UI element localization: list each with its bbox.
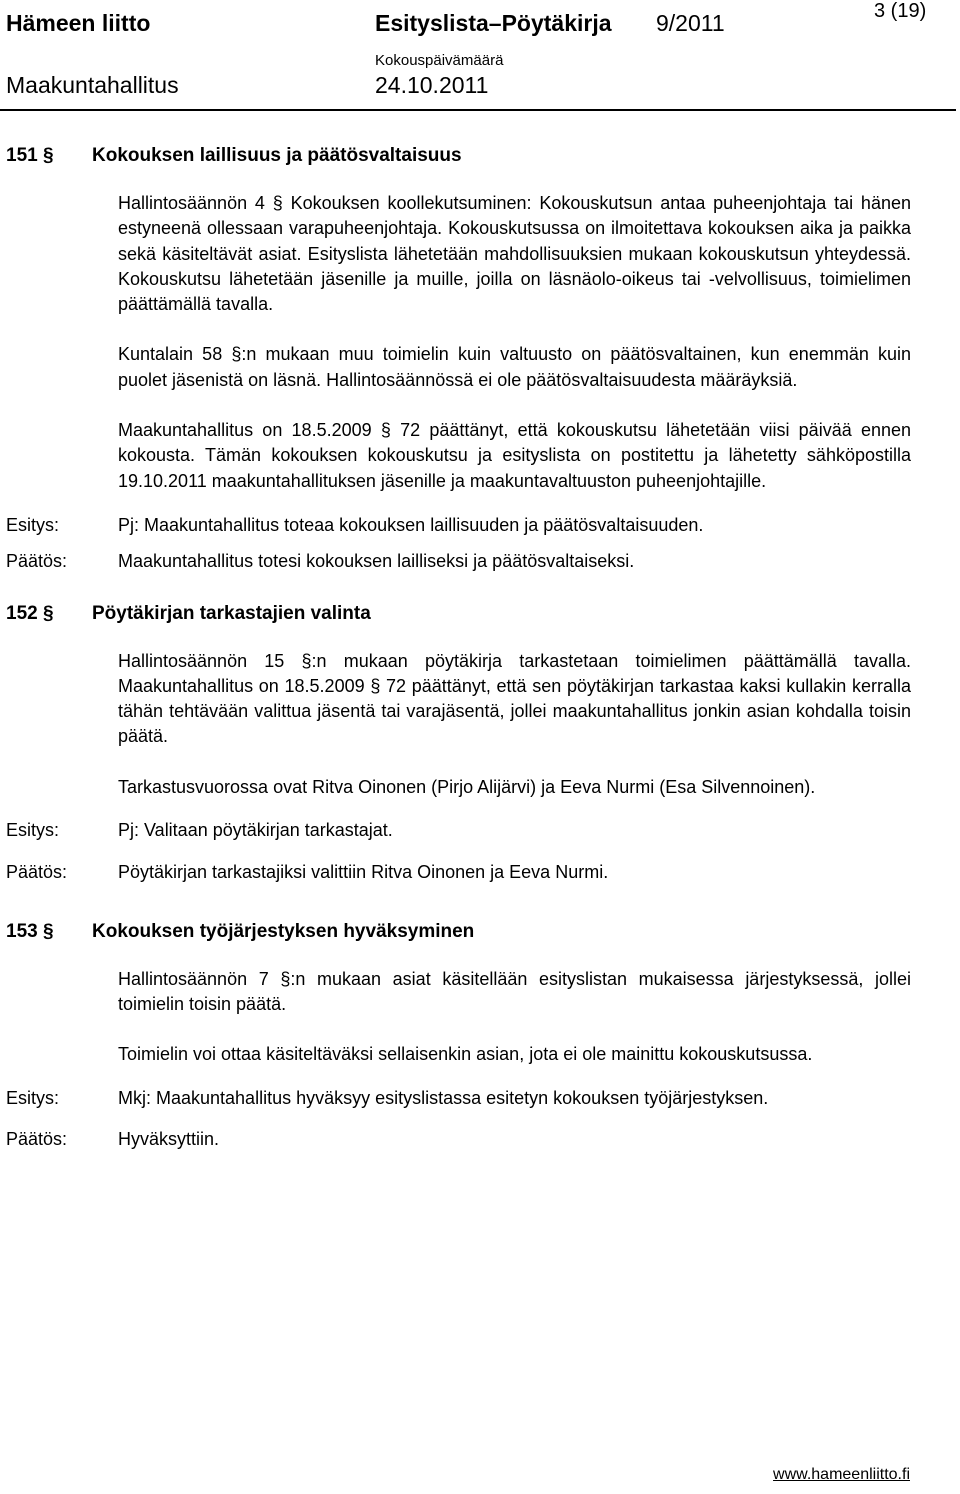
paragraph: Hallintosäännön 4 § Kokouksen koollekutsuminen: Kokouskutsun antaa puheenjohtaja tai hänen estyneenä ollessaan varapuheenjohtaja. Kokouskutsussa on ilmoitettava kokouksen aika ja paikka sekä käsiteltävät asiat. Esityslista lähetetään mahdollisuuksien mukaan kokouskutsun yhteydessä. Kokouskutsu lähetetään jäsenille ja muille, joilla on läsnäolo-oikeus tai -velvollisuus, toimielimen päättämällä tavalla. bbox=[118, 193, 911, 315]
decision-row bbox=[0, 1127, 960, 1152]
date-label: Kokouspäivämäärä bbox=[375, 52, 504, 69]
document-number: 9/2011 bbox=[656, 10, 725, 36]
section-151 bbox=[0, 139, 960, 575]
proposal-row bbox=[0, 1086, 960, 1111]
decision-row bbox=[0, 549, 960, 574]
section-153 bbox=[0, 915, 960, 1152]
decision-text: Hyväksyttiin. bbox=[118, 1128, 220, 1149]
section-number: 152 § bbox=[6, 602, 54, 624]
proposal-label: Esitys: bbox=[6, 514, 60, 535]
document-type: Esityslista–Pöytäkirja bbox=[375, 10, 612, 36]
meeting-date: 24.10.2011 bbox=[375, 72, 489, 98]
decision-label: Päätös: bbox=[6, 551, 68, 572]
page-number: 3 (19) bbox=[874, 0, 927, 22]
proposal-text: Pj: Maakuntahallitus toteaa kokouksen laillisuuden ja päätösvaltaisuuden. bbox=[118, 514, 704, 535]
section-title: Kokouksen työjärjestyksen hyväksyminen bbox=[92, 920, 475, 942]
governing-body: Maakuntahallitus bbox=[6, 72, 179, 98]
proposal-text: Mkj: Maakuntahallitus hyväksyy esityslistassa esitetyn kokouksen työjärjestyksen. bbox=[118, 1087, 769, 1108]
section-title: Kokouksen laillisuus ja päätösvaltaisuus bbox=[92, 145, 462, 166]
section-heading bbox=[0, 597, 960, 631]
proposal-label: Esitys: bbox=[6, 1087, 60, 1108]
header-divider bbox=[0, 109, 956, 111]
website-link[interactable]: www.hameenliitto.fi bbox=[773, 1466, 910, 1483]
paragraph: Toimielin voi ottaa käsiteltäväksi sellaisenkin asian, jota ei ole mainittu kokouskutsussa. bbox=[118, 1044, 813, 1065]
section-title: Pöytäkirjan tarkastajien valinta bbox=[92, 602, 371, 624]
proposal-label: Esitys: bbox=[6, 820, 60, 841]
section-number: 151 § bbox=[6, 145, 54, 166]
decision-label: Päätös: bbox=[6, 862, 68, 883]
paragraph: Maakuntahallitus on 18.5.2009 § 72 päättänyt, että kokouskutsu lähetetään viisi päivää ennen kokousta. Tämän kokouksen kokouskutsu ja esityslista on postitettu ja lähetetty sähköpostilla 19.10.2011 maakuntahallituksen jäsenille ja maakuntavaltuuston puheenjohtajille. bbox=[118, 420, 911, 491]
section-152 bbox=[0, 597, 960, 886]
proposal-row bbox=[0, 513, 960, 538]
paragraph: Hallintosäännön 15 §:n mukaan pöytäkirja tarkastetaan toimielimen päättämällä tavalla. Maakuntahallitus on 18.5.2009 § 72 päättänyt, että sen pöytäkirjan tarkastaa kaksi kullakin kerralla tähän tehtävään valittua jäsentä tai varajäsentä, jollei maakuntahallitus jonkin asian kohdalla toisin päätä. bbox=[118, 650, 911, 747]
proposal-text: Pj: Valitaan pöytäkirjan tarkastajat. bbox=[118, 820, 393, 841]
section-number: 153 § bbox=[6, 920, 54, 942]
section-heading bbox=[0, 139, 960, 173]
decision-text: Maakuntahallitus totesi kokouksen lailliseksi ja päätösvaltaiseksi. bbox=[118, 551, 635, 572]
paragraph: Kuntalain 58 §:n mukaan muu toimielin kuin valtuusto on päätösvaltainen, kun enemmän kuin puolet jäsenistä on läsnä. Hallintosäännössä ei ole päätösvaltaisuudesta määräyksiä. bbox=[118, 344, 911, 390]
section-heading bbox=[0, 915, 960, 949]
decision-text: Pöytäkirjan tarkastajiksi valittiin Ritva Oinonen ja Eeva Nurmi. bbox=[118, 862, 609, 883]
decision-label: Päätös: bbox=[6, 1128, 68, 1149]
document-body bbox=[0, 139, 960, 1152]
paragraph: Hallintosäännön 7 §:n mukaan asiat käsitellään esityslistan mukaisessa järjestyksessä, jollei toimielin toisin päätä. bbox=[118, 968, 911, 1014]
decision-row bbox=[0, 860, 960, 885]
proposal-row bbox=[0, 818, 960, 843]
paragraph: Tarkastusvuorossa ovat Ritva Oinonen (Pirjo Alijärvi) ja Eeva Nurmi (Esa Silvennoinen). bbox=[118, 776, 816, 797]
document-header bbox=[0, 0, 960, 112]
organization-name: Hämeen liitto bbox=[6, 10, 151, 36]
